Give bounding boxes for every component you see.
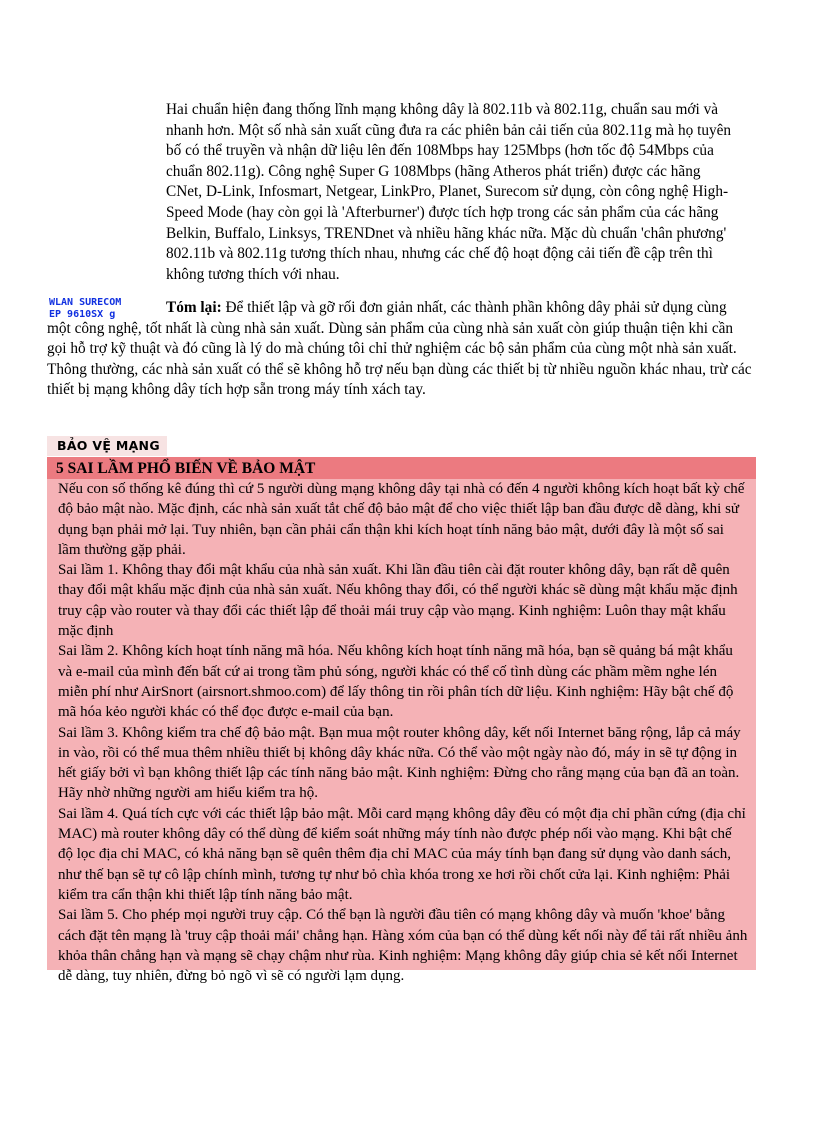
box-paragraph-mistake-1: Sai lầm 1. Không thay đổi mật khẩu của nhà sản xuất. Khi lần đầu tiên cài đặt router không dây, bạn rất dễ quên thay đổi mật khẩu mặc định của nhà sản xuất. Nếu không thay đổi, có thể người khác sẽ dùng mật khẩu mặc định truy cập vào router và thay đổi các thiết lập để thoải mái truy cập vào mạng. Kinh nghiệm: Luôn thay mật khẩu mặc định	[58, 562, 738, 640]
box-paragraph-mistake-5: Sai lầm 5. Cho phép mọi người truy cập. Có thể bạn là người đầu tiên có mạng không dây và muốn 'khoe' bằng cách đặt tên mạng là 'truy cập thoải mái' chẳng hạn. Hàng xóm của bạn có thể dùng kết nối này để tải rất nhiều ảnh khỏa thân chẳng hạn và mạng sẽ chạy chậm như rùa. Kinh nghiệm: Mạng không dây giúp chia sẻ kết nối Internet dễ dàng, tuy nhiên, đừng bỏ ngõ vì sẽ có người lạm dụng.	[58, 907, 748, 985]
box-title: 5 SAI LẦM PHỔ BIẾN VỀ BẢO MẬT	[47, 457, 756, 479]
box-paragraph-mistake-2: Sai lầm 2. Không kích hoạt tính năng mã hóa. Nếu không kích hoạt tính năng mã hóa, bạn sẽ quảng bá mật khẩu và e-mail của mình đến bất cứ ai trong tầm phủ sóng, người khác có thể cố tình dùng các phầm mềm nghe lén miễn phí như AirSnort (airsnort.shmoo.com) để lấy thông tin rồi phân tích dữ liệu. Kinh nghiệm: Hãy bật chế độ mã hóa kẻo người khác có thể đọc được e-mail của bạn.	[58, 643, 734, 721]
box-body	[47, 479, 756, 986]
image-caption-line-1: WLAN SURECOM	[49, 297, 122, 308]
section-label: BẢO VỆ MẠNG	[47, 436, 167, 456]
sidebar-box	[47, 457, 756, 985]
summary-paragraph	[47, 298, 753, 401]
summary-text: Để thiết lập và gỡ rối đơn giản nhất, các thành phần không dây phải sử dụng cùng một công nghệ, tốt nhất là cùng nhà sản xuất. Dùng sản phẩm của cùng nhà sản xuất còn giúp thuận tiện khi cần gọi hỗ trợ kỹ thuật và đó cũng là lý do mà chúng tôi chỉ thử nghiệm các bộ sản phẩm của cùng một nhà sản xuất. Thông thường, các nhà sản xuất có thể sẽ không hỗ trợ nếu bạn dùng các thiết bị từ nhiều nguồn khác nhau, trừ các thiết bị mạng không dây tích hợp sẵn trong máy tính xách tay.	[47, 299, 752, 399]
intro-paragraph: Hai chuẩn hiện đang thống lĩnh mạng không dây là 802.11b và 802.11g, chuẩn sau mới và nhanh hơn. Một số nhà sản xuất cũng đưa ra các phiên bản cải tiến của 802.11g mà họ tuyên bố có thể truyền và nhận dữ liệu lên đến 108Mbps hay 125Mbps (hơn tốc độ 54Mbps của chuẩn 802.11g). Công nghệ Super G 108Mbps (hãng Atheros phát triển) được các hãng CNet, D-Link, Infosmart, Netgear, LinkPro, Planet, Surecom sử dụng, còn công nghệ High-Speed Mode (hay còn gọi là 'Afterburner') được tích hợp trong các sản phẩm của các hãng Belkin, Buffalo, Linksys, TRENDnet và nhiều hãng khác nữa. Mặc dù chuẩn 'chân phương' 802.11b và 802.11g tương thích nhau, nhưng các chế độ hoạt động cải tiến đề cập trên thì không tương thích với nhau.	[166, 101, 732, 283]
box-paragraph-mistake-3: Sai lầm 3. Không kiểm tra chế độ bảo mật. Bạn mua một router không dây, kết nối Internet băng rộng, lắp cả máy in vào, rồi có thể mua thêm nhiều thiết bị không dây khác nữa. Có thể vào một ngày nào đó, máy in sẽ tự động in hết giấy bởi vì bạn không thiết lập các tính năng bảo mật. Kinh nghiệm: Đừng cho rằng mạng của bạn đã an toàn. Hãy nhờ những người am hiểu kiểm tra hộ.	[58, 724, 741, 802]
box-paragraph-mistake-4: Sai lầm 4. Quá tích cực với các thiết lập bảo mật. Mỗi card mạng không dây đều có một địa chỉ phần cứng (địa chỉ MAC) mà router không dây có thể dùng để kiểm soát những máy tính nào được phép nối vào mạng. Khi bật chế độ lọc địa chỉ MAC, có khả năng bạn sẽ quên thêm địa chỉ MAC của máy tính bạn đang sử dụng vào danh sách, như thế bạn sẽ tự cô lập chính mình, tương tự như bỏ chìa khóa trong xe hơi rồi chốt cửa lại. Kinh nghiệm: Phải kiểm tra cẩn thận khi thiết lập tính năng bảo mật.	[58, 805, 746, 903]
summary-label: Tóm lại:	[166, 299, 222, 316]
image-caption-line-2: EP 9610SX g	[49, 309, 116, 320]
box-paragraph-intro: Nếu con số thống kê đúng thì cứ 5 người dùng mạng không dây tại nhà có đến 4 người không kích hoạt bất kỳ chế độ bảo mật nào. Mặc định, các nhà sản xuất tắt chế độ bảo mật để cho việc thiết lập ban đầu được dễ dàng, khi sử dụng bạn phải mở lại. Tuy nhiên, bạn cần phải cẩn thận khi kích hoạt tính năng bảo mật, dưới đây là một số sai lầm thường gặp phải.	[58, 481, 745, 558]
